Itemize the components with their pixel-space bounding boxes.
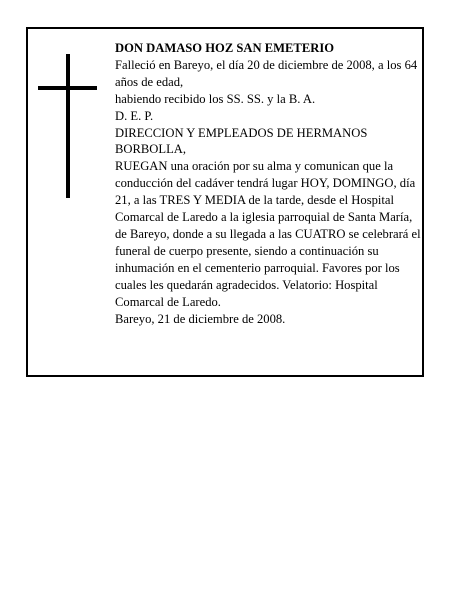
obituary-text: [115, 40, 423, 327]
funeral-details: RUEGAN una oración por su alma y comunican que la conducción del cadáver tendrá lugar HOY, DOMINGO, día 21, a las TRES Y MEDIA de la tarde, desde el Hospital Comarcal de Laredo a la iglesia parroquial de Santa María, de Bareyo, donde a su llegada a las CUATRO se celebrará el funeral de cuerpo presente, siendo a continuación su inhumación en el cementerio parroquial. Favores por los cuales les quedarán agradecidos. Velatorio: Hospital Comarcal de Laredo.: [115, 159, 421, 309]
issuer-line: DIRECCION Y EMPLEADOS DE HERMANOS BORBOLLA,: [115, 125, 368, 157]
death-statement: Falleció en Bareyo, el día 20 de diciembre de 2008, a los 64 años de edad,: [115, 57, 418, 89]
cross-horizontal-bar: [38, 86, 97, 90]
place-date-line: Bareyo, 21 de diciembre de 2008.: [115, 311, 286, 326]
rip-line: D. E. P.: [115, 108, 154, 123]
deceased-name: DON DAMASO HOZ SAN EMETERIO: [115, 41, 335, 55]
cross-vertical-bar: [66, 54, 70, 198]
sacraments-line: habiendo recibido los SS. SS. y la B. A.: [115, 91, 316, 106]
obituary-notice: [26, 27, 424, 377]
